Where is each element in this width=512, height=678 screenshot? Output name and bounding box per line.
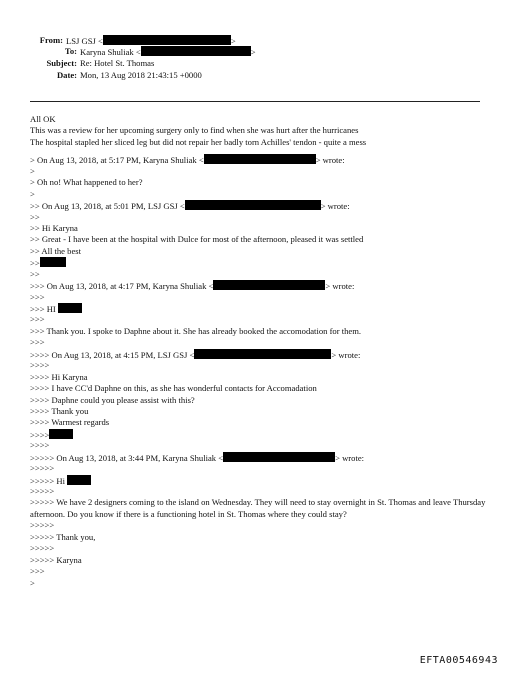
subject-value: Re: Hotel St. Thomas bbox=[80, 58, 155, 68]
quote-signature: >> bbox=[30, 257, 490, 268]
redaction-block bbox=[194, 349, 331, 359]
quote-line: >> Great - I have been at the hospital with Dulce for most of the afternoon, pleased it was settled bbox=[30, 234, 364, 245]
quote-line: >>>>> Karyna bbox=[30, 554, 82, 565]
quote-line: >> All the best bbox=[30, 245, 81, 256]
redaction-block bbox=[185, 200, 321, 210]
redaction-block bbox=[103, 35, 231, 45]
quote-line: >>> bbox=[30, 314, 45, 325]
redaction-block bbox=[67, 475, 91, 485]
quote-line: >>> bbox=[30, 566, 45, 577]
quote-line: >>>> Daphne could you please assist with this? bbox=[30, 394, 195, 405]
quote-line: > bbox=[30, 188, 35, 199]
date-value: Mon, 13 Aug 2018 21:43:15 +0000 bbox=[80, 70, 202, 80]
from-close: > bbox=[230, 36, 236, 46]
to-close: > bbox=[250, 47, 256, 57]
body-line: The hospital stapled her sliced leg but did not repair her badly torn Achilles' tendon - quite a mess bbox=[30, 136, 367, 147]
quote-line: >>>> Hi Karyna bbox=[30, 371, 88, 382]
date-label: Date: bbox=[56, 70, 77, 80]
redaction-block bbox=[223, 452, 335, 462]
quote-attribution: >> On Aug 13, 2018, at 5:01 PM, LSJ GSJ < > wrote: bbox=[30, 201, 350, 212]
redaction-block bbox=[58, 303, 82, 313]
redaction-block bbox=[204, 154, 316, 164]
body-line: This was a review for her upcoming surgery only to find when she was hurt after the hurricanes bbox=[30, 125, 359, 136]
quote-line: >>>>> bbox=[30, 543, 55, 554]
quote-line: >>>> bbox=[30, 440, 50, 451]
quote-line: >>>>> bbox=[30, 463, 55, 474]
quote-line: > bbox=[30, 577, 35, 588]
to-value: Karyna Shuliak < bbox=[80, 47, 141, 57]
quote-line: >> Hi Karyna bbox=[30, 222, 78, 233]
to-label: To: bbox=[64, 46, 77, 56]
header-divider bbox=[30, 101, 480, 102]
quote-line: >>> Thank you. I spoke to Daphne about it. She has already booked the accomodation for them. bbox=[30, 325, 362, 336]
quote-line: >>>>> Thank you, bbox=[30, 531, 96, 542]
quote-line: > Oh no! What happened to her? bbox=[30, 177, 143, 188]
quote-line: >> bbox=[30, 268, 40, 279]
redaction-block bbox=[49, 429, 73, 439]
quote-line: >>>> Thank you bbox=[30, 405, 89, 416]
quote-paragraph: >>>>> We have 2 designers coming to the island on Wednesday. They will need to stay overnight in St. Thomas and leave Thursday afternoon. Do you know if there is a functioning hotel in St. Thomas where they could stay? bbox=[30, 497, 486, 519]
quote-line: >>> bbox=[30, 291, 45, 302]
quote-attribution: >>> On Aug 13, 2018, at 4:17 PM, Karyna Shuliak < > wrote: bbox=[30, 281, 355, 292]
quote-line: >>>> Warmest regards bbox=[30, 417, 110, 428]
quote-signature: >>>> bbox=[30, 429, 490, 440]
quote-line: >>> bbox=[30, 337, 45, 348]
quote-line: >>> HI bbox=[30, 303, 490, 314]
from-value: LSJ GSJ < bbox=[66, 36, 103, 46]
from-label: From: bbox=[39, 35, 63, 45]
quote-line: > bbox=[30, 165, 35, 176]
email-body bbox=[30, 114, 490, 589]
quote-attribution: > On Aug 13, 2018, at 5:17 PM, Karyna Shuliak < > wrote: bbox=[30, 155, 345, 166]
quote-line: >>>> I have CC'd Daphne on this, as she has wonderful contacts for Accomadation bbox=[30, 383, 317, 394]
quote-attribution: >>>>> On Aug 13, 2018, at 3:44 PM, Karyna Shuliak < > wrote: bbox=[30, 452, 365, 463]
quote-attribution: >>>> On Aug 13, 2018, at 4:15 PM, LSJ GSJ < > wrote: bbox=[30, 349, 361, 360]
subject-label: Subject: bbox=[46, 58, 77, 68]
quote-line: >>>>> Hi bbox=[30, 475, 490, 486]
redaction-block bbox=[40, 257, 66, 267]
body-line: All OK bbox=[30, 114, 56, 124]
quote-line: >>>> bbox=[30, 360, 50, 371]
document-id: EFTA00546943 bbox=[419, 655, 498, 666]
quote-line: >>>>> bbox=[30, 520, 55, 531]
redaction-block bbox=[141, 46, 251, 56]
redaction-block bbox=[213, 280, 325, 290]
quote-line: >> bbox=[30, 211, 40, 222]
quote-line: >>>>> bbox=[30, 486, 55, 496]
